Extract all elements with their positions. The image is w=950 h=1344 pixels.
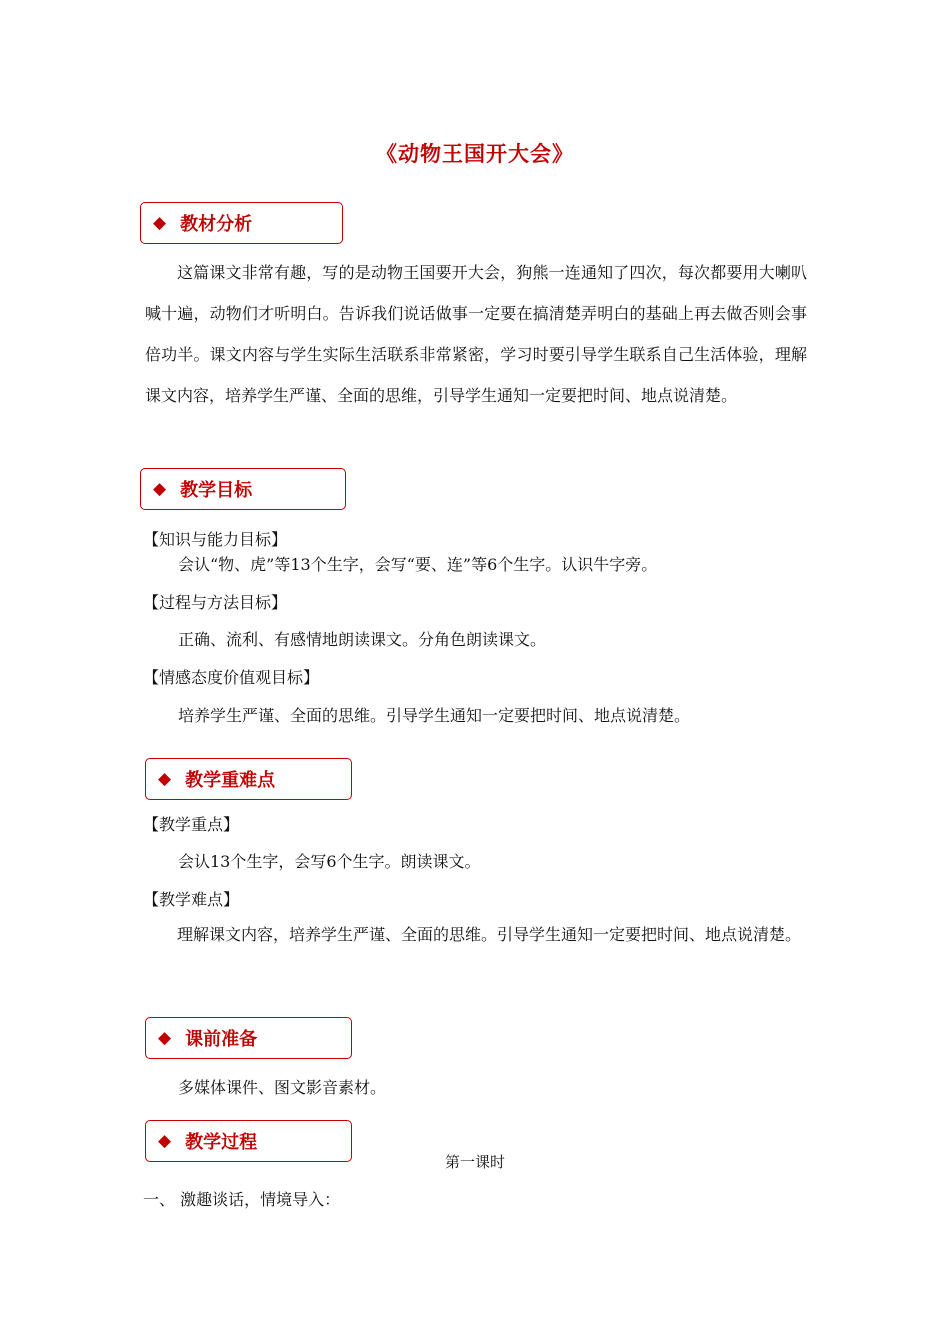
section-heading-analysis — [140, 202, 343, 244]
section-heading-goals — [140, 468, 346, 510]
section-heading-label: 教材分析 — [180, 214, 253, 235]
key-label: 【教学重点】 — [143, 815, 240, 834]
goal-text-knowledge: 会认“物、虎”等13个生字，会写“要、连”等6个生字。认识牛字旁。 — [178, 555, 658, 574]
diamond-icon: ◆ — [153, 479, 167, 499]
goal-text-emotion: 培养学生严谨、全面的思维。引导学生通知一定要把时间、地点说清楚。 — [178, 706, 691, 725]
key-text: 会认13个生字，会写6个生字。朗读课文。 — [178, 852, 481, 871]
section-heading-label: 教学目标 — [180, 480, 253, 501]
analysis-paragraph: 这篇课文非常有趣，写的是动物王国要开大会，狗熊一连通知了四次，每次都要用大喇叭喊十遍，动物们才听明白。告诉我们说话做事一定要在搞清楚弄明白的基础上再去做否则会事倍功半。课文内容与学生实际生活联系非常紧密，学习时要引导学生联系自己生活体验，理解课文内容，培养学生严谨、全面的思维，引导学生通知一定要把时间、地点说清楚。 — [145, 263, 807, 405]
diamond-icon: ◆ — [158, 1131, 172, 1151]
section-heading-key-points — [145, 758, 352, 800]
diamond-icon: ◆ — [158, 1028, 172, 1048]
section-heading-label: 教学重难点 — [185, 770, 276, 791]
goal-label-emotion: 【情感态度价值观目标】 — [143, 668, 320, 687]
diamond-icon: ◆ — [153, 213, 167, 233]
lesson-label: 第一课时 — [444, 1153, 505, 1171]
process-step-1: 一、 激趣谈话，情境导入： — [143, 1190, 341, 1209]
section-heading-label: 教学过程 — [185, 1132, 258, 1153]
difficulty-label: 【教学难点】 — [143, 890, 240, 909]
section-heading-label: 课前准备 — [185, 1029, 258, 1050]
section-heading-preparation — [145, 1017, 352, 1059]
diamond-icon: ◆ — [158, 769, 172, 789]
difficulty-text: 理解课文内容，培养学生严谨、全面的思维。引导学生通知一定要把时间、地点说清楚。 — [177, 925, 802, 944]
goal-label-process: 【过程与方法目标】 — [143, 593, 288, 612]
preparation-text: 多媒体课件、图文影音素材。 — [178, 1078, 387, 1097]
document-title: 《动物王国开大会》 — [376, 141, 574, 166]
goal-label-knowledge: 【知识与能力目标】 — [143, 530, 288, 549]
goal-text-process: 正确、流利、有感情地朗读课文。分角色朗读课文。 — [178, 630, 547, 649]
